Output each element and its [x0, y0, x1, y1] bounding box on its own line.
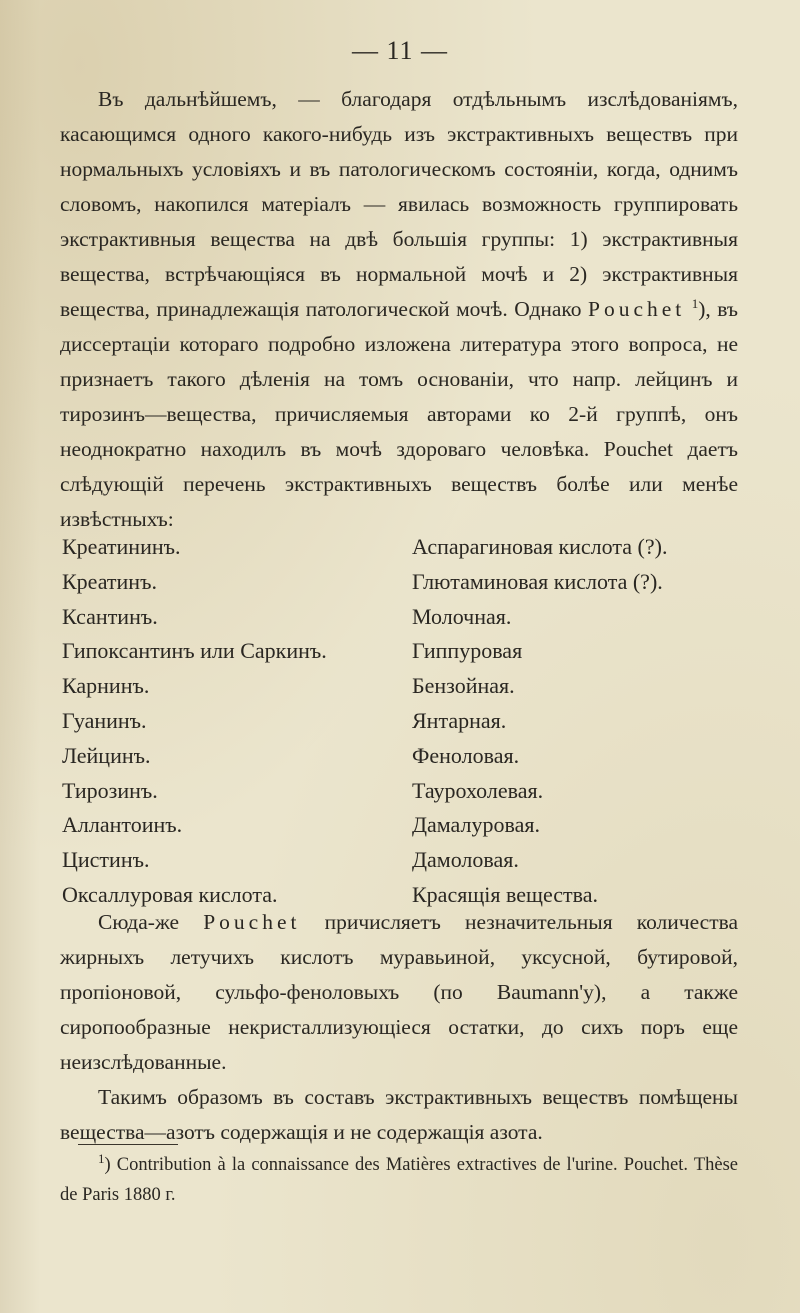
list-item: Гиппуровая [412, 638, 523, 664]
footnote [60, 1150, 738, 1210]
paragraph2 [60, 905, 738, 1080]
paragraph1-text-start: Въ дальнѣйшемъ, — благодаря отдѣльнымъ изслѣдованіямъ, касающимся одного какого-нибудь изъ экстрактивныхъ веществъ при нормальныхъ условіяхъ и въ патологическомъ состояніи, когда, однимъ словомъ, накопился матеріалъ — явилась возможность группировать экстрактивныя вещества на двѣ большія группы: 1) экстрактивныя вещества, встрѣчающіяся въ нормальной мочѣ и 2) экстрактивныя вещества, принадлежащія патологической мочѣ. Однако [60, 87, 738, 321]
list-item: Гуанинъ. [62, 707, 147, 733]
list-item: Молочная. [412, 603, 512, 629]
list-item: Ксантинъ. [62, 603, 158, 629]
footnote-text: ) Contribution à la connaissance des Matières extractives de l'urine. Pouchet. Thèse de Paris 1880 г. [60, 1155, 738, 1205]
list-item: Глютаминовая кислота (?). [412, 568, 663, 594]
paragraph2-text-end: причисляетъ незначительныя количества жирныхъ летучихъ кислотъ муравьиной, уксусной, бутировой, пропіоновой, сульфо-феноловыхъ (по Baumann'у), а также сиропообразные некристаллизующіеся остатки, до сихъ поръ еще неизслѣдованные. [60, 910, 739, 1074]
list-item: Цистинъ. [62, 847, 150, 873]
footnote-reference[interactable]: 1 [691, 295, 699, 311]
list-item: Таурохолевая. [412, 777, 544, 803]
list-item: Оксаллуровая кислота. [62, 881, 278, 907]
list-item: Карнинъ. [62, 673, 150, 699]
footnote-marker: 1 [98, 1150, 105, 1166]
intro-paragraph [60, 82, 738, 537]
list-item: Дамалуровая. [412, 812, 540, 838]
footnote-divider [78, 1144, 178, 1145]
list-item: Лейцинъ. [62, 742, 151, 768]
list-item: Креатининъ. [62, 534, 181, 559]
list-item: Аспарагиновая кислота (?). [412, 534, 668, 559]
paragraph1-text-end: ), въ диссертаціи котораго подробно изложена литература этого вопроса, не признаетъ такого дѣленія на томъ основаніи, что напр. лейцинъ и тирозинъ—вещества, причисляемыя авторами ко 2-й группѣ, онъ неоднократно находилъ въ мочѣ здороваго человѣка. Pouchet даетъ слѣдующій перечень экстрактивныхъ веществъ болѣе или менѣе извѣстныхъ: [60, 297, 738, 531]
list-item: Гипоксантинъ или Саркинъ. [62, 638, 327, 664]
list-item: Аллантоинъ. [62, 812, 183, 838]
closing-paragraphs [60, 905, 738, 1150]
author-name: Pouchet [203, 910, 301, 934]
page-number: — 11 — [351, 36, 449, 65]
author-name: Pouchet [588, 297, 686, 321]
list-item: Феноловая. [412, 742, 520, 768]
list-item: Креатинъ. [62, 568, 157, 594]
list-item: Янтарная. [412, 707, 507, 733]
list-left-column [62, 530, 327, 913]
list-item: Тирозинъ. [62, 777, 158, 803]
paragraph2-text-start: Сюда-же [98, 910, 180, 934]
list-right-column [412, 530, 667, 913]
paragraph3: Такимъ образомъ въ составъ экстрактивныхъ веществъ помѣщены вещества—азотъ содержащія и не содержащія азота. [60, 1085, 738, 1144]
list-item: Красящія вещества. [412, 881, 599, 907]
list-item: Бензойная. [412, 673, 515, 699]
list-item: Дамоловая. [412, 847, 519, 873]
